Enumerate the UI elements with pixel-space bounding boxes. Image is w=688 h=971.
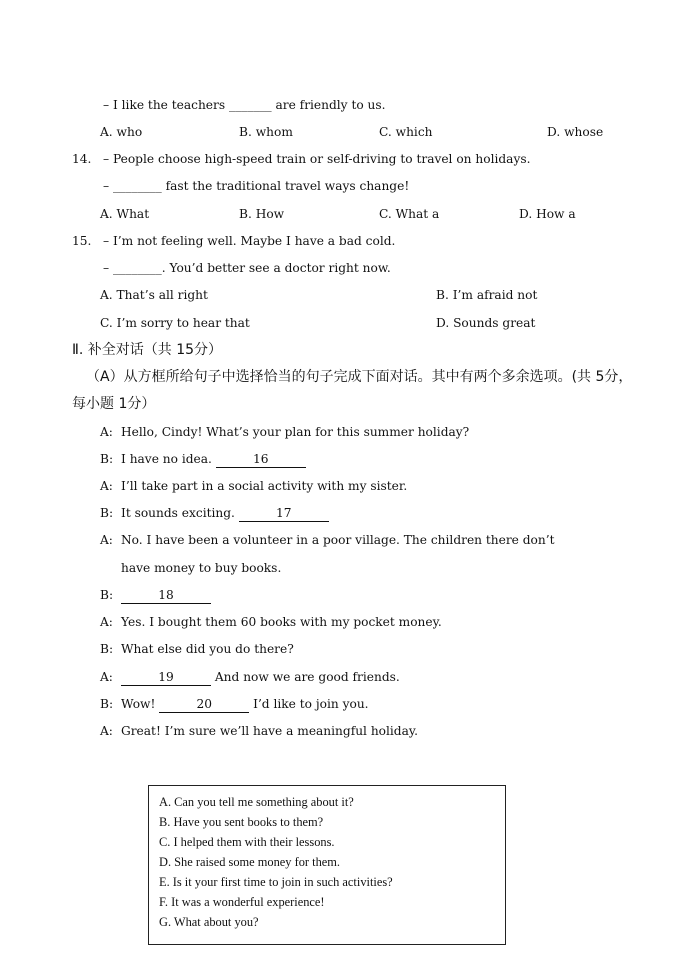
dialogue-speaker: A: — [100, 533, 113, 547]
dialogue-speaker: A: — [100, 479, 113, 493]
choice-c: C. I helped them with their lessons. — [159, 835, 335, 849]
q13-option-b: B. whom — [239, 125, 293, 139]
q14-option-c: C. What a — [379, 207, 440, 221]
q13-option-c: C. which — [379, 125, 433, 139]
dialogue-text: have money to buy books. — [121, 561, 282, 575]
answer-blank: 16 — [216, 453, 306, 468]
dialogue-line — [121, 641, 294, 657]
dialogue-speaker: B: — [100, 697, 114, 711]
dialogue-speaker: A: — [100, 425, 113, 439]
dialogue-speaker: A: — [100, 615, 113, 629]
q15-option-d: D. Sounds great — [436, 316, 536, 330]
dialogue-line — [121, 505, 329, 522]
q14-option-a: A. What — [100, 207, 150, 221]
q14-line2: – ________ fast the traditional travel ways change! — [103, 179, 410, 193]
q15-option-c: C. I’m sorry to hear that — [100, 316, 250, 330]
choices-box — [148, 785, 506, 945]
q13-option-a: A. who — [100, 125, 143, 139]
q13-option-d: D. whose — [547, 125, 604, 139]
dialogue-speaker: B: — [100, 642, 114, 656]
dialogue-speaker: A: — [100, 724, 113, 738]
q14-line1: – People choose high-speed train or self-driving to travel on holidays. — [103, 152, 531, 166]
dialogue-speaker: A: — [100, 670, 113, 684]
choice-d: D. She raised some money for them. — [159, 855, 341, 869]
dialogue-text: Yes. I bought them 60 books with my pocket money. — [121, 615, 442, 629]
q13-question-line: – I like the teachers _______ are friendly to us. — [103, 98, 386, 112]
q14-option-b: B. How — [239, 207, 285, 221]
choice-a: A. Can you tell me something about it? — [159, 795, 354, 809]
dialogue-line — [121, 723, 418, 739]
dialogue-line — [121, 451, 306, 468]
dialogue-text: Hello, Cindy! What’s your plan for this summer holiday? — [121, 425, 470, 439]
dialogue-text: Great! I’m sure we’ll have a meaningful holiday. — [121, 724, 419, 738]
answer-blank: 17 — [239, 507, 329, 522]
dialogue-text-after-blank: I’d like to join you. — [249, 697, 369, 711]
dialogue-text: I’ll take part in a social activity with my sister. — [121, 479, 408, 493]
dialogue-text: What else did you do there? — [121, 642, 294, 656]
q15-number: 15. — [72, 234, 92, 248]
q15-line2: – ________. You’d better see a doctor right now. — [103, 261, 391, 275]
dialogue-text: It sounds exciting. — [121, 506, 239, 520]
q15-option-b: B. I’m afraid not — [436, 288, 538, 302]
q15-option-a: A. That’s all right — [100, 288, 208, 302]
dialogue-line — [121, 696, 369, 713]
dialogue-line — [121, 478, 407, 494]
section-instruction-line2: 每小题 1分） — [72, 396, 156, 412]
dialogue-speaker: B: — [100, 588, 114, 602]
q15-line1: – I’m not feeling well. Maybe I have a bad cold. — [103, 234, 396, 248]
answer-blank: 20 — [159, 698, 249, 713]
dialogue-line — [121, 424, 469, 440]
dialogue-line — [121, 669, 400, 686]
dialogue-text: I have no idea. — [121, 452, 216, 466]
q14-number: 14. — [72, 152, 92, 166]
q14-option-d: D. How a — [519, 207, 576, 221]
choice-g: G. What about you? — [159, 915, 259, 929]
dialogue-line — [121, 614, 442, 630]
dialogue-line — [121, 532, 555, 548]
choice-f: F. It was a wonderful experience! — [159, 895, 325, 909]
dialogue-line — [121, 587, 211, 604]
choice-b: B. Have you sent books to them? — [159, 815, 324, 829]
dialogue-text-after-blank: And now we are good friends. — [211, 670, 400, 684]
choice-e: E. Is it your first time to join in such activities? — [159, 875, 393, 889]
dialogue-text: Wow! — [121, 697, 160, 711]
answer-blank: 18 — [121, 589, 211, 604]
section-heading: Ⅱ. 补全对话（共 15分） — [72, 342, 223, 358]
dialogue-line — [121, 560, 281, 576]
dialogue-text: No. I have been a volunteer in a poor village. The children there don’t — [121, 533, 555, 547]
dialogue-speaker: B: — [100, 506, 114, 520]
answer-blank: 19 — [121, 671, 211, 686]
dialogue-speaker: B: — [100, 452, 114, 466]
section-instruction-line1: （A）从方框所给句子中选择恰当的句子完成下面对话。其中有两个多余选项。(共 5分， — [86, 369, 633, 385]
